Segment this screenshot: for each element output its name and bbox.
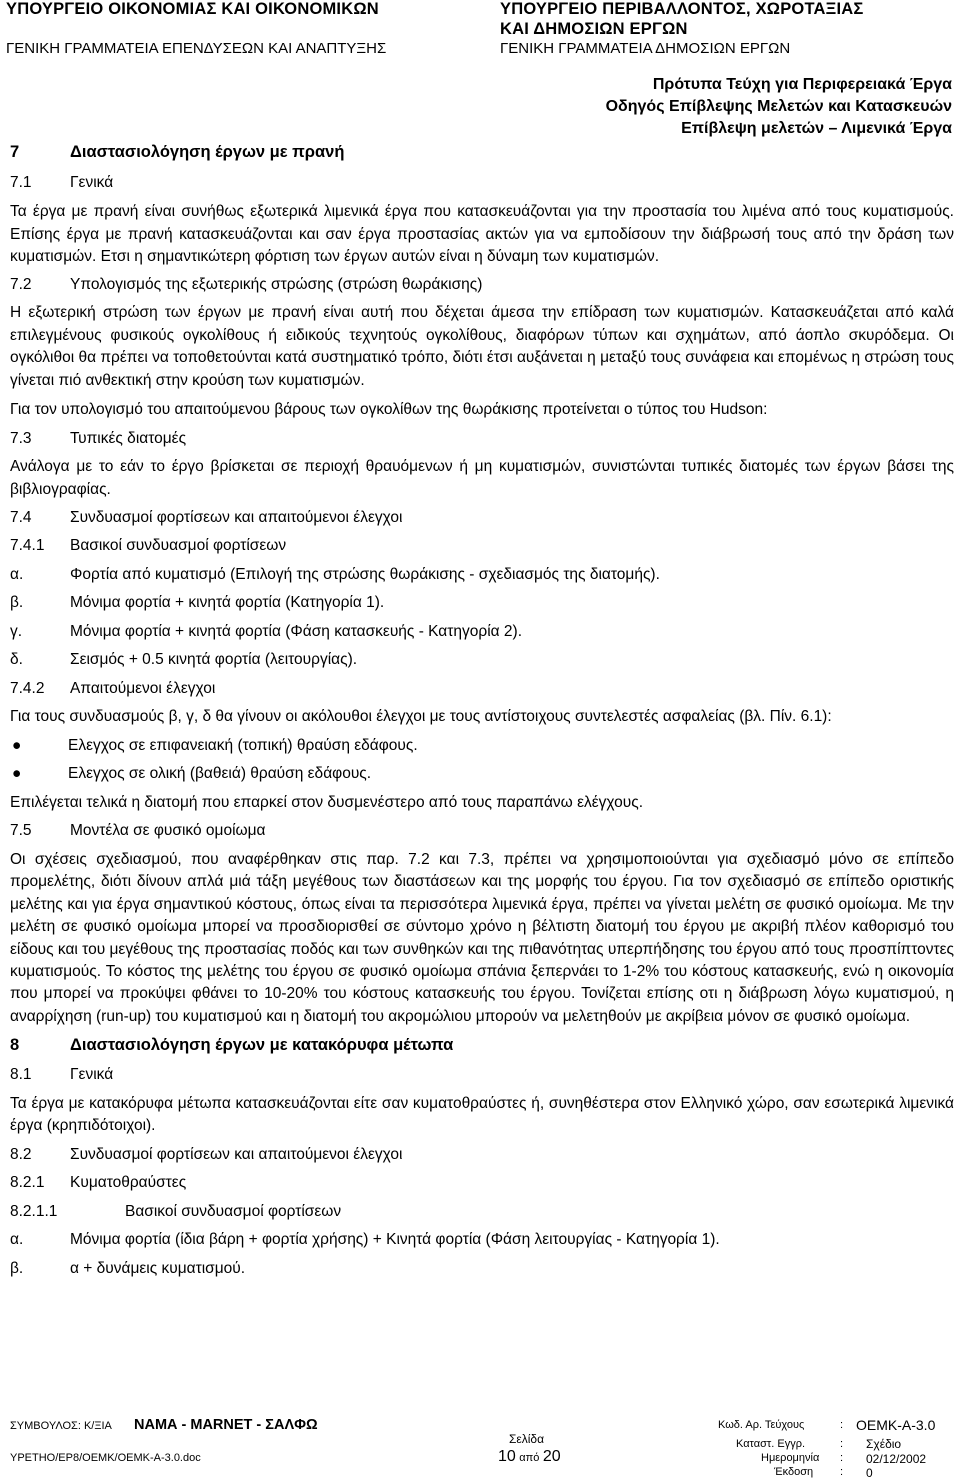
list-item: δ. Σεισμός + 0.5 κινητά φορτία (λειτουργίας). xyxy=(10,651,358,669)
section-7-4-1-heading: 7.4.1 Βασικοί συνδυασμοί φορτίσεων xyxy=(10,537,287,555)
date-colon: : xyxy=(840,1452,844,1464)
consultant-name: ΝΑΜΑ - MARNET - ΣΑΛΦΩ xyxy=(134,1417,318,1433)
section-8-2-1-heading: 8.2.1 Κυματοθραύστες xyxy=(10,1174,187,1192)
state-label: Καταστ. Εγγρ. xyxy=(736,1438,806,1450)
bullet-dot-icon: ● xyxy=(12,765,22,783)
consultant-label: ΣΥΜΒΟΥΛΟΣ: Κ/ΞΙΑ xyxy=(10,1420,112,1432)
edition-label: Έκδοση xyxy=(774,1466,814,1478)
paragraph: Τα έργα με πρανή είναι συνήθως εξωτερικά λιμενικά έργα που κατασκευάζονται για την προστασία του λιμένα από τους κυματισμούς. Επίσης έργα με πρανή κατασκευάζονται και σαν έργα προστασίας ακτών για να εμποδίσουν την διάβρωσή τους από την δράση των κυματισμών. Ετσι η σημαντικώτερη φόρτιση των έργων αυτών είναι η δύναμη των κυματισμών. xyxy=(10,203,954,266)
section-8-1-heading: 8.1 Γενικά xyxy=(10,1066,114,1084)
file-path: ΥΡΕΤΗΟ/ΕΡ8/ΟΕΜΚ/ΟΕΜΚ-Α-3.0.doc xyxy=(10,1452,201,1464)
paragraph: Η εξωτερική στρώση των έργων με πρανή είναι αυτή που δέχεται άμεσα την επίδραση των κυματισμών. Κατασκευάζεται από καλά επιλεγμένους φυσικούς ογκολίθους ή ειδικούς τεχνητούς ογκολίθους, διαφόρων τύπων και σχημάτων, από άοπλο σκυρόδεμα. Οι ογκόλιθοι θα πρέπει να τοποθετούνται κατά συστηματικό τρόπο, διότι έτσι αυξάνεται η μεταξύ τους συνάφεια και επομένως η στρώση τους γίνεται πιό ανθεκτική στην κρούση των κυματισμών. xyxy=(10,304,954,389)
list-item: α. Μόνιμα φορτία (ίδια βάρη + φορτία χρήσης) + Κινητά φορτία (Φάση λειτουργίας - Κατηγορία 1). xyxy=(10,1231,720,1249)
document-topic-title: Επίβλεψη μελετών – Λιμενικά Έργα xyxy=(681,120,952,137)
code-colon: : xyxy=(840,1419,844,1431)
state-colon: : xyxy=(840,1438,844,1450)
paragraph: Επιλέγεται τελικά η διατομή που επαρκεί στον δυσμενέστερο από τους παραπάνω ελέγχους. xyxy=(10,793,643,811)
ministry-economy-subtitle: ΓΕΝΙΚΗ ΓΡΑΜΜΑΤΕΙΑ ΕΠΕΝΔΥΣΕΩΝ ΚΑΙ ΑΝΑΠΤΥΞΗΣ xyxy=(6,40,387,57)
section-7-4-2-heading: 7.4.2 Απαιτούμενοι έλεγχοι xyxy=(10,679,216,697)
bullet-item: ● Ελεγχος σε ολική (βαθειά) θραύση εδάφους. xyxy=(10,763,954,785)
section-8-2-heading: 8.2 Συνδυασμοί φορτίσεων και απαιτούμενοι έλεγχοι xyxy=(10,1145,403,1163)
section-7-heading: 7 Διαστασιολόγηση έργων με πρανή xyxy=(10,143,345,161)
page-indicator: 10 από 20 xyxy=(498,1448,561,1465)
bullet-dot-icon: ● xyxy=(12,736,22,754)
state-value: Σχέδιο xyxy=(866,1437,902,1451)
ministry-environment-subtitle: ΓΕΝΙΚΗ ΓΡΑΜΜΑΤΕΙΑ ΔΗΜΟΣΙΩΝ ΕΡΓΩΝ xyxy=(500,40,791,57)
paragraph: Οι σχέσεις σχεδιασμού, που αναφέρθηκαν στις παρ. 7.2 και 7.3, πρέπει να χρησιμοποιούνται για σχεδιασμό μόνο σε επίπεδο προμελέτης, διότι δίνουν απλά μιά τάξη μεγέθους των διαστάσεων και της μορφής του έργου. Για τον σχεδιασμό σε επίπεδο οριστικής μελέτης και για έργα σημαντικού κόστους, όπως είναι τα περισσότερα λιμενικά έργα, πρέπει να γίνεται μελέτη σε φυσικό ομοίωμα. Με την μελέτη σε φυσικό ομοίωμα μπορεί να προσδιορισθεί σε σύντομο χρόνο η βέλτιστη διατομή του έργου με ακριβή πλέον καθορισμό του είδους και του μεγέθους της προστασίας ποδός και των συνθηκών και της πιθανότητας υπερπήδησης του έργου από τους προσπίπτοντες κυματισμούς. Το κόστος της μελέτης του έργου σε φυσικό ομοίωμα σπάνια ξεπερνάει το 1-2% του κόστους κατασκευής, ενώ η οικονομία που μπορεί να προκύψει φθάνει το 10-20% του κόστους κατασκευής του έργου. Τονίζεται επίσης οτι η διάβρωση λόγω κυματισμού, η αναρρίχηση (run-up) του κυματισμού και η διατομή του ακρομώλιου μπορούν να μελετηθούν με ακρίβεια μόνον σε φυσικό ομοίωμα. xyxy=(10,850,954,1025)
paragraph: Ανάλογα με το εάν το έργο βρίσκεται σε περιοχή θραυόμενων ή μη κυματισμών, συνιστώνται τυπικές διατομές των έργων βάσει της βιβλιογραφίας. xyxy=(10,458,954,498)
section-7-4-heading: 7.4 Συνδυασμοί φορτίσεων και απαιτούμενοι έλεγχοι xyxy=(10,509,403,527)
code-label: Κωδ. Αρ. Τεύχους xyxy=(718,1419,805,1431)
ministry-environment-title: ΥΠΟΥΡΓΕΙΟ ΠΕΡΙΒΑΛΛΟΝΤΟΣ, ΧΩΡΟΤΑΞΙΑΣ xyxy=(500,0,864,18)
section-7-3-heading: 7.3 Τυπικές διατομές xyxy=(10,429,187,447)
section-8-heading: 8 Διαστασιολόγηση έργων με κατακόρυφα μέτωπα xyxy=(10,1036,454,1055)
list-item: β. Μόνιμα φορτία + κινητά φορτία (Κατηγορία 1). xyxy=(10,594,385,612)
edition-value: 0 xyxy=(866,1466,873,1480)
ministry-economy-title: ΥΠΟΥΡΓΕΙΟ ΟΙΚΟΝΟΜΙΑΣ ΚΑΙ ΟΙΚΟΝΟΜΙΚΩΝ xyxy=(6,0,379,18)
paragraph: Τα έργα με κατακόρυφα μέτωπα κατασκευάζονται είτε σαν κυματοθραύστες ή, συνηθέστερα στον Ελληνικό χώρο, σαν εσωτερικά λιμενικά έργα (κρηπιδότοιχοι). xyxy=(10,1094,954,1135)
paragraph: Για τον υπολογισμό του απαιτούμενου βάρους των ογκολίθων της θωράκισης προτείνεται ο τύπος του Hudson: xyxy=(10,401,768,419)
page-label: Σελίδα xyxy=(509,1432,545,1446)
edition-colon: : xyxy=(840,1466,844,1478)
list-item: β. α + δυνάμεις κυματισμού. xyxy=(10,1259,246,1277)
document-guide-title: Οδηγός Επίβλεψης Μελετών και Κατασκευών xyxy=(605,98,952,115)
ministry-environment-title-line2: ΚΑΙ ΔΗΜΟΣΙΩΝ ΕΡΓΩΝ xyxy=(500,20,688,38)
document-series-title: Πρότυπα Τεύχη για Περιφερειακά Έργα xyxy=(652,76,952,93)
date-label: Ημερομηνία xyxy=(761,1452,820,1464)
code-value: ΟΕΜΚ-Α-3.0 xyxy=(856,1417,936,1433)
section-8-2-1-1-heading: 8.2.1.1 Βασικοί συνδυασμοί φορτίσεων xyxy=(10,1202,342,1220)
document-body xyxy=(10,141,954,1280)
list-item: α. Φορτία από κυματισμό (Επιλογή της στρώσης θωράκισης - σχεδιασμός της διατομής). xyxy=(10,565,660,583)
section-7-5-heading: 7.5 Μοντέλα σε φυσικό ομοίωμα xyxy=(10,822,266,840)
date-value: 02/12/2002 xyxy=(866,1452,927,1466)
paragraph: Για τους συνδυασμούς β, γ, δ θα γίνουν οι ακόλουθοι έλεγχοι με τους αντίστοιχους συντελεστές ασφαλείας (βλ. Πίν. 6.1): xyxy=(10,708,832,726)
section-7-2-heading: 7.2 Υπολογισμός της εξωτερικής στρώσης (στρώση θωράκισης) xyxy=(10,275,483,293)
section-7-1-heading: 7.1 Γενικά xyxy=(10,173,114,191)
list-item: γ. Μόνιμα φορτία + κινητά φορτία (Φάση κατασκευής - Κατηγορία 2). xyxy=(10,622,522,640)
bullet-item: ● Ελεγχος σε επιφανειακή (τοπική) θραύση εδάφους. xyxy=(10,735,954,757)
